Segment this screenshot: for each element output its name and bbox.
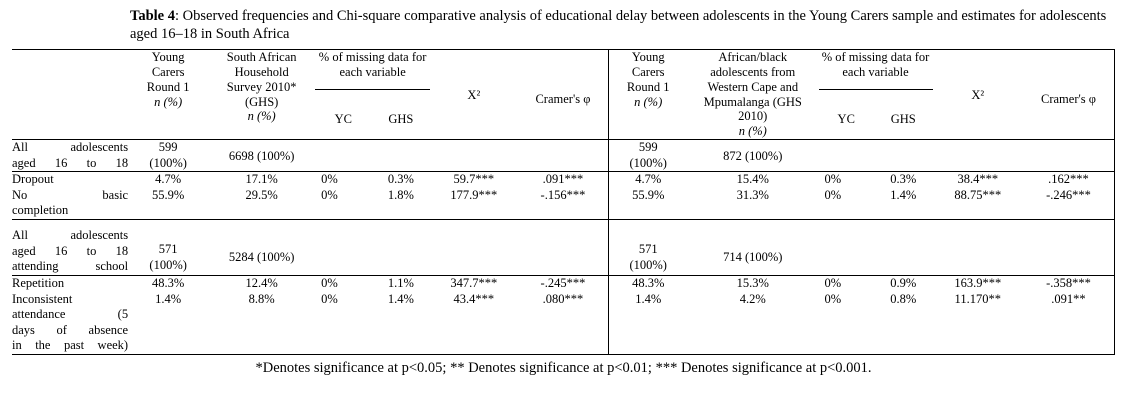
table-row	[12, 220, 1115, 276]
header-missing-group-right: % of missing data for each variable	[819, 50, 933, 90]
cell-left-missyc-attending	[315, 220, 372, 276]
cell-right-missghs-repetition: 0.9% 0.8%	[874, 275, 933, 354]
row-label-attending-school: All adolescents aged 16 to 18 attending school	[12, 220, 128, 276]
cell-right-missghs-attending	[874, 220, 933, 276]
cell-right-yc-all: 599 (100%)	[609, 139, 687, 171]
cell-left-missyc-dropout: 0% 0%	[315, 172, 372, 220]
cell-right-cramer-repetition: -.358*** .091**	[1023, 275, 1115, 354]
header-chisquare-right: X²	[933, 50, 1023, 140]
cell-left-comparison-attending: 5284 (100%)	[208, 220, 315, 276]
cell-right-chi-all	[933, 139, 1023, 171]
table-row	[12, 172, 1115, 220]
header-row-primary	[12, 50, 1115, 90]
cell-left-chi-repetition: 347.7*** 43.4***	[430, 275, 517, 354]
header-cramer-right: Cramer's φ	[1023, 50, 1115, 140]
cell-right-cramer-dropout: .162*** -.246***	[1023, 172, 1115, 220]
header-corner-cell	[12, 50, 128, 90]
header-chisquare-left: X²	[430, 50, 517, 140]
cell-right-chi-dropout: 38.4*** 88.75***	[933, 172, 1023, 220]
cell-left-cramer-all	[517, 139, 608, 171]
cell-left-missyc-repetition: 0% 0%	[315, 275, 372, 354]
cell-right-comparison-repetition: 15.3% 4.2%	[687, 275, 819, 354]
cell-left-yc-repetition: 48.3% 1.4%	[128, 275, 208, 354]
cell-right-yc-dropout: 4.7% 55.9%	[609, 172, 687, 220]
results-table	[12, 49, 1115, 355]
cell-right-missghs-dropout: 0.3% 1.4%	[874, 172, 933, 220]
table-footnote: *Denotes significance at p<0.05; ** Denotes significance at p<0.01; *** Denotes significance at p<0.001.	[255, 360, 872, 376]
cell-right-chi-repetition: 163.9*** 11.170**	[933, 275, 1023, 354]
table-caption-text: : Observed frequencies and Chi-square comparative analysis of educational delay between adolescents in the Young Carers sample and estimates for adolescents aged 16–18 in South Africa	[130, 8, 1107, 42]
cell-left-missghs-attending	[372, 220, 431, 276]
header-missing-group-left: % of missing data for each variable	[315, 50, 430, 90]
cell-right-missghs-all	[874, 139, 933, 171]
cell-right-cramer-all	[1023, 139, 1115, 171]
table-caption-label: Table 4	[130, 8, 175, 24]
cell-right-comparison-all: 872 (100%)	[687, 139, 819, 171]
header-comparison-left: South African Household Survey 2010* (GHS) n (%)	[208, 50, 315, 140]
cell-left-comparison-repetition: 12.4% 8.8%	[208, 275, 315, 354]
cell-left-yc-all: 599 (100%)	[128, 139, 208, 171]
table-row	[12, 275, 1115, 354]
table-caption	[130, 8, 1110, 43]
cell-left-yc-attending: 571 (100%)	[128, 220, 208, 276]
cell-left-missghs-repetition: 1.1% 1.4%	[372, 275, 431, 354]
cell-left-comparison-all: 6698 (100%)	[208, 139, 315, 171]
cell-left-cramer-repetition: -.245*** .080***	[517, 275, 608, 354]
cell-left-chi-attending	[430, 220, 517, 276]
cell-right-chi-attending	[933, 220, 1023, 276]
row-label-all-16-18: All adolescents aged 16 to 18	[12, 139, 128, 171]
header-missing-ghs-right: GHS	[890, 112, 916, 127]
table-row	[12, 139, 1115, 171]
cell-left-comparison-dropout: 17.1% 29.5%	[208, 172, 315, 220]
cell-right-missyc-all	[819, 139, 874, 171]
row-label-repetition: Repetition Inconsistent attendance (5 days of absence in the past week)	[12, 275, 128, 354]
cell-right-comparison-dropout: 15.4% 31.3%	[687, 172, 819, 220]
header-comparison-right: African/black adolescents from Western Cape and Mpumalanga (GHS 2010) n (%)	[687, 50, 819, 140]
header-cramer-left: Cramer's φ	[517, 50, 608, 140]
header-yc-left: Young Carers Round 1 n (%)	[128, 50, 208, 140]
cell-right-missyc-dropout: 0% 0%	[819, 172, 874, 220]
cell-left-missghs-all	[372, 139, 431, 171]
cell-left-cramer-attending	[517, 220, 608, 276]
cell-right-cramer-attending	[1023, 220, 1115, 276]
row-label-dropout: Dropout No basic completion	[12, 172, 128, 220]
cell-right-yc-repetition: 48.3% 1.4%	[609, 275, 687, 354]
cell-left-missghs-dropout: 0.3% 1.8%	[372, 172, 431, 220]
cell-left-yc-dropout: 4.7% 55.9%	[128, 172, 208, 220]
cell-left-chi-all	[430, 139, 517, 171]
header-corner-cell-sub	[12, 90, 128, 140]
cell-right-missyc-repetition: 0% 0%	[819, 275, 874, 354]
header-missing-yc-left: YC	[334, 112, 353, 127]
cell-right-yc-attending: 571 (100%)	[609, 220, 687, 276]
header-missing-ghs-left: GHS	[388, 112, 414, 127]
cell-left-cramer-dropout: .091*** -.156***	[517, 172, 608, 220]
cell-right-comparison-attending: 714 (100%)	[687, 220, 819, 276]
header-missing-yc-right: YC	[837, 112, 855, 127]
cell-left-missyc-all	[315, 139, 372, 171]
cell-right-missyc-attending	[819, 220, 874, 276]
header-yc-right: Young Carers Round 1 n (%)	[609, 50, 687, 140]
cell-left-chi-dropout: 59.7*** 177.9***	[430, 172, 517, 220]
